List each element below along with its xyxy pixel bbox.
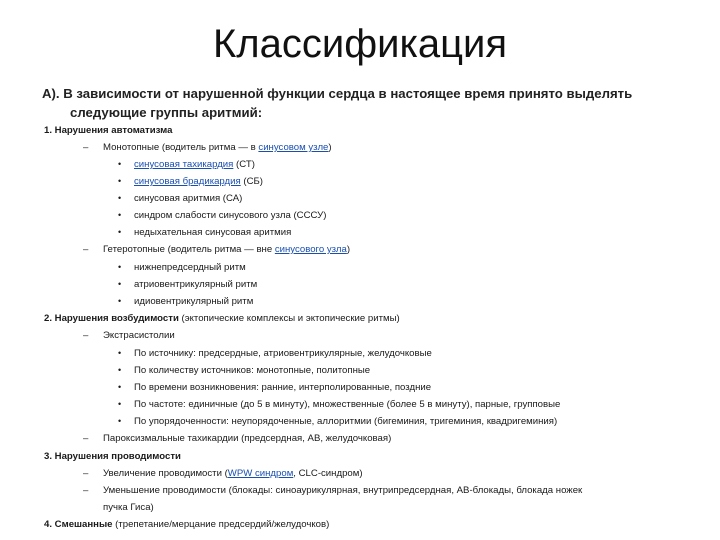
monotopic-text-end: ) xyxy=(328,142,332,153)
list-item: синдром слабости синусового узла (СССУ) xyxy=(134,210,327,221)
sinus-node-link[interactable]: синусовом узле xyxy=(258,142,329,153)
heterotopic-text: Гетеротопные (водитель ритма — вне xyxy=(103,244,275,255)
intro-line-2: следующие группы аритмий: xyxy=(70,105,263,120)
bullet-marker: • xyxy=(118,348,122,358)
conduction-increase-text-end: , CLC-синдром) xyxy=(293,468,363,479)
list-item: По частоте: единичные (до 5 в минуту), множественные (более 5 в минуту), парные, групповые xyxy=(134,399,561,410)
bullet-marker: • xyxy=(118,365,122,375)
list-item xyxy=(134,175,263,188)
sinus-tachycardia-link[interactable]: синусовая тахикардия xyxy=(134,159,234,170)
section-4-title: 4. Смешанные xyxy=(44,519,113,530)
list-item-suffix: (СБ) xyxy=(240,176,263,187)
list-item: идиовентрикулярный ритм xyxy=(134,296,254,307)
dash-marker: – xyxy=(83,433,89,444)
heterotopic-text-end: ) xyxy=(346,244,351,255)
dash-marker: – xyxy=(83,330,89,341)
bullet-marker: • xyxy=(118,227,122,237)
section-2-heading xyxy=(44,312,400,325)
bullet-marker: • xyxy=(118,382,122,392)
intro-line-1: А). В зависимости от нарушенной функции сердца в настоящее время принято выделять xyxy=(42,86,633,101)
list-item: нижнепредсердный ритм xyxy=(134,262,246,273)
bullet-marker: • xyxy=(118,193,122,203)
list-item: По количеству источников: монотопные, политопные xyxy=(134,365,371,376)
bullet-marker: • xyxy=(118,399,122,409)
conduction-increase-item xyxy=(103,467,363,480)
section-1-heading: 1. Нарушения автоматизма xyxy=(44,125,173,136)
bullet-marker: • xyxy=(118,279,122,289)
dash-marker: – xyxy=(83,142,89,153)
intro-text xyxy=(42,84,692,122)
list-item: По времени возникновения: ранние, интерполированные, поздние xyxy=(134,382,432,393)
list-item xyxy=(134,158,255,171)
dash-marker: – xyxy=(83,468,89,479)
list-item: атриовентрикулярный ритм xyxy=(134,279,258,290)
wpw-syndrome-link[interactable]: WPW синдром xyxy=(227,468,294,479)
dash-marker: – xyxy=(83,244,89,255)
bullet-marker: • xyxy=(118,176,122,186)
bullet-marker: • xyxy=(118,159,122,169)
sinus-node-link-2[interactable]: синусового узла xyxy=(274,244,347,255)
bullet-marker: • xyxy=(118,210,122,220)
monotopic-text: Монотопные (водитель ритма — в xyxy=(103,142,259,153)
conduction-decrease-item-cont: пучка Гиса) xyxy=(103,502,154,513)
section-4-subtitle: (трепетание/мерцание предсердий/желудочков) xyxy=(112,519,330,530)
list-item: синусовая аритмия (СА) xyxy=(134,193,243,204)
section-4-heading xyxy=(44,518,329,531)
list-item: По упорядоченности: неупорядоченные, аллоритмии (бигеминия, тригеминия, квадригеминия) xyxy=(134,416,558,427)
bullet-marker: • xyxy=(118,416,122,426)
conduction-decrease-item: Уменьшение проводимости (блокады: синоаурикулярная, внутрипредсердная, АВ-блокады, блокада ножек xyxy=(103,485,583,496)
heterotopic-item xyxy=(103,243,350,256)
section-2-title: 2. Нарушения возбудимости xyxy=(44,313,179,324)
bullet-marker: • xyxy=(118,296,122,306)
section-3-heading: 3. Нарушения проводимости xyxy=(44,451,181,462)
extrasystole-item: Экстрасистолии xyxy=(103,330,175,341)
list-item-suffix: (СТ) xyxy=(233,159,255,170)
monotopic-item xyxy=(103,141,332,154)
section-2-subtitle: (эктопические комплексы и эктопические ритмы) xyxy=(178,313,400,324)
conduction-increase-text: Увеличение проводимости ( xyxy=(103,468,228,479)
paroxysmal-item: Пароксизмальные тахикардии (предсердная, АВ, желудочковая) xyxy=(103,433,392,444)
sinus-bradycardia-link[interactable]: синусовая брадикардия xyxy=(134,176,241,187)
slide-title: Классификация xyxy=(212,22,508,66)
list-item: По источнику: предсердные, атриовентрикулярные, желудочковые xyxy=(134,348,432,359)
bullet-marker: • xyxy=(118,262,122,272)
dash-marker: – xyxy=(83,485,89,496)
list-item: недыхательная синусовая аритмия xyxy=(134,227,292,238)
